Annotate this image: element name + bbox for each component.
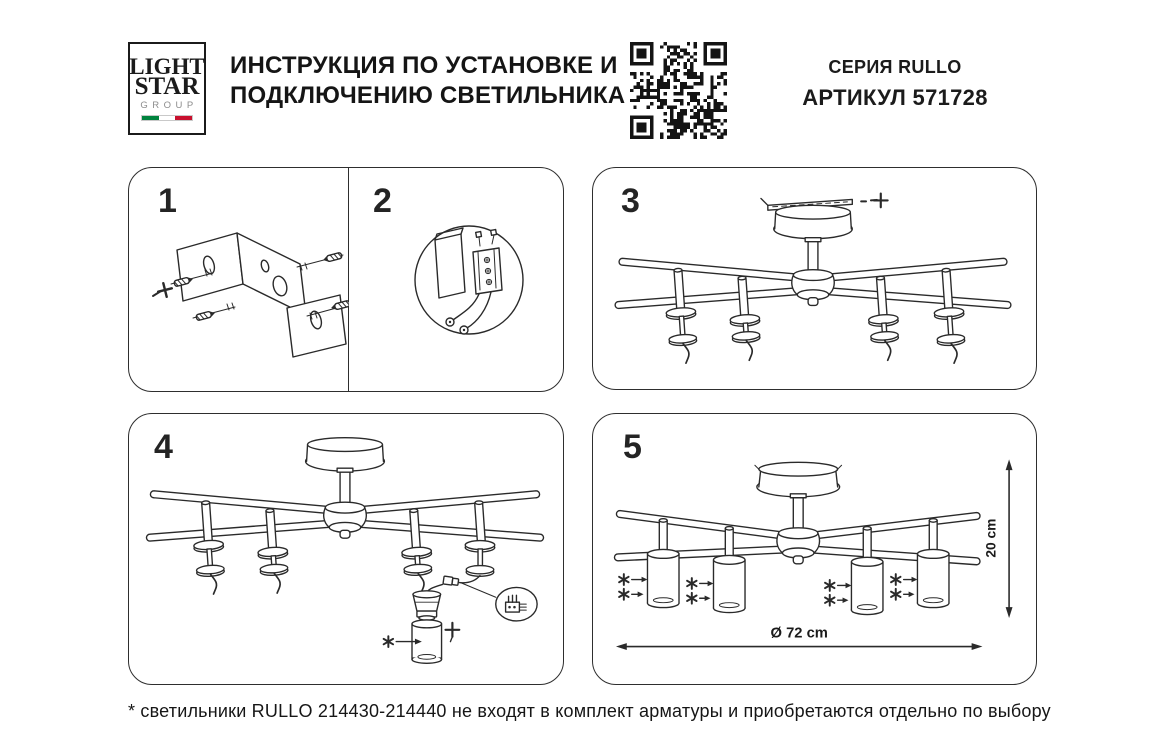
panel-step-4 <box>128 413 564 685</box>
logo-word-light: LIGHT <box>129 54 205 79</box>
flag-green <box>142 116 159 120</box>
connector-detail-inset <box>496 587 537 621</box>
height-label: 20 cm <box>983 518 999 558</box>
logo-word-star: STAR <box>134 73 200 100</box>
lamp-holder <box>931 267 967 364</box>
lightstar-logo <box>128 42 206 135</box>
flag-red <box>175 116 192 120</box>
step4-lamp-install-diagram <box>129 414 561 682</box>
lamp-shade <box>647 549 679 607</box>
canopy <box>306 438 385 472</box>
qr-code-pattern <box>630 42 727 139</box>
italian-flag-stripe <box>141 115 193 121</box>
step-number-2: 2 <box>373 182 392 220</box>
panel-step-3 <box>592 167 1037 390</box>
junction-plate <box>435 228 465 298</box>
canopy <box>755 462 842 496</box>
lamp-module <box>413 591 441 620</box>
step-number-5: 5 <box>623 428 642 466</box>
step-number-4: 4 <box>154 428 173 466</box>
lamp-holder <box>663 267 699 364</box>
lamp-holder <box>399 508 434 594</box>
lamp-holder <box>465 501 495 576</box>
step-number-3: 3 <box>621 182 640 220</box>
step3-frame-diagram <box>593 168 1034 387</box>
series-label: СЕРИЯ RULLO <box>828 57 962 77</box>
title-line-1: ИНСТРУКЦИЯ ПО УСТАНОВКЕ И <box>230 52 618 79</box>
lamp-holder <box>727 275 762 361</box>
product-info <box>785 57 1005 111</box>
screw-icon <box>861 194 888 208</box>
stem <box>337 468 353 502</box>
diameter-dimension <box>616 626 983 650</box>
screw-icon <box>446 623 460 642</box>
step2-wiring-diagram <box>349 168 565 393</box>
page-title <box>230 51 625 111</box>
screw-icon <box>153 282 173 299</box>
detail-circle <box>415 226 523 334</box>
height-dimension <box>983 459 1012 618</box>
stem <box>805 238 821 274</box>
step-number-1: 1 <box>158 182 177 220</box>
lamp-shade <box>917 549 949 607</box>
mounting-bracket <box>177 233 346 357</box>
central-hub <box>324 502 367 538</box>
central-hub <box>777 528 820 564</box>
flag-white <box>159 116 176 120</box>
title-line-2: ПОДКЛЮЧЕНИЮ СВЕТИЛЬНИКА <box>230 82 626 109</box>
panel-step-1-2 <box>128 167 564 392</box>
diameter-label: Ø 72 cm <box>770 625 828 642</box>
lamp-holder <box>191 500 227 595</box>
lamp-shade <box>851 557 883 614</box>
central-hub <box>792 270 835 306</box>
stem <box>790 494 806 528</box>
canopy <box>774 205 853 238</box>
lamp-holder <box>866 275 901 361</box>
lamp-holder <box>255 508 290 594</box>
lamp-shade <box>713 555 745 612</box>
asterisk-mark <box>384 636 393 647</box>
article-label: АРТИКУЛ 571728 <box>802 85 988 110</box>
logo-word-group: GROUP <box>140 100 198 111</box>
qr-code <box>630 42 727 139</box>
step1-bracket-diagram <box>137 220 349 378</box>
panel-step-5 <box>592 413 1037 685</box>
footnote: * светильники RULLO 214430-214440 не входят в комплект арматуры и приобретаются отдельно по выбору <box>128 701 1051 721</box>
step5-final-assembly-diagram <box>593 414 1034 682</box>
